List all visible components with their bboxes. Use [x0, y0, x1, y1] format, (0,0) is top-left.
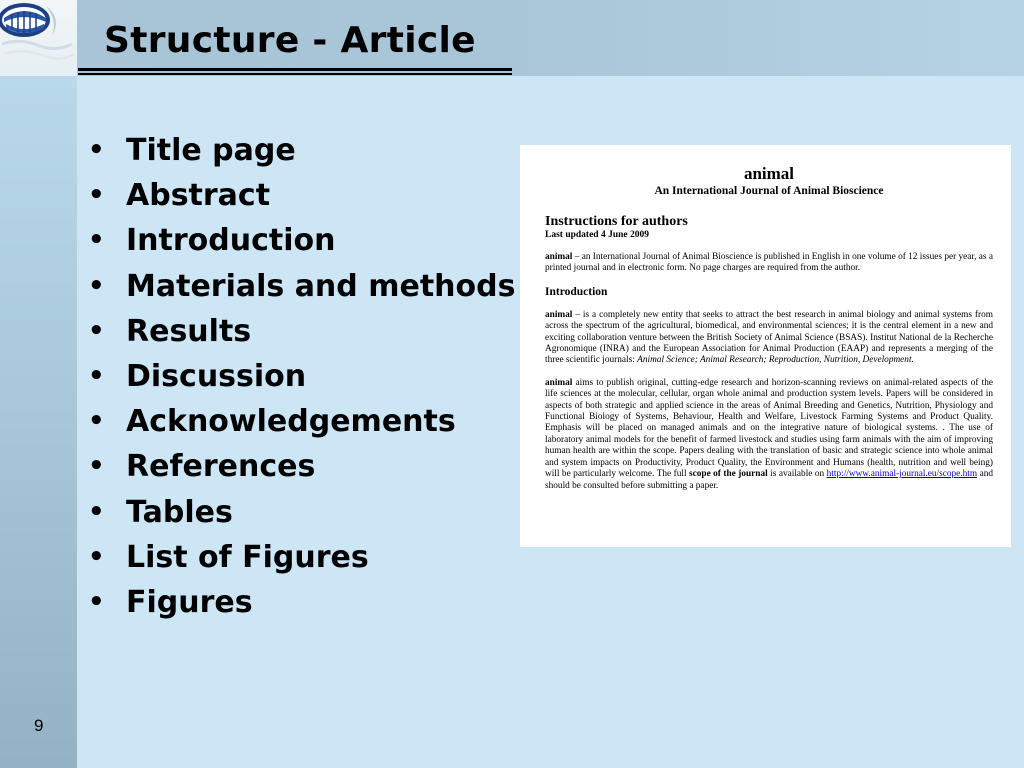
doc-paragraph: animal aims to publish original, cutting-edge research and horizon-scanning reviews on animal-related aspects of the life sciences at the molecular, cellular, organ whole animal and production system levels. Papers will be considered in aspects of both strategic and applied science in the areas of Animal Breeding and Genetics, Nutrition, Physiology and Functional Biology of Systems, Behaviour, Health and Welfare, Livestock Farming Systems and Product Quality. Emphasis will be placed on managed animals and on the integrative nature of biological systems. . The use of laboratory animal models for the benefit of farmed livestock and studies using farm animals with the aim of improving human health are within the scope. Papers dealing with the translation of basic and strategic science into whole animal and system impacts on Productivity, Product Quality, the Environment and Humans (health, nutrition and well being) will be particularly welcome. The full scope of the journal is available on http://www.animal-journal.eu/scope.htm and should be consulted before submitting a paper.: [545, 377, 994, 491]
bullet-icon: •: [88, 586, 105, 617]
bullet-icon: •: [88, 225, 105, 256]
list-item: • Discussion: [88, 354, 515, 399]
title-underline: [78, 68, 512, 71]
bullet-icon: •: [88, 315, 105, 346]
left-band: [0, 76, 77, 768]
slide-title: Structure - Article: [104, 20, 476, 61]
bullet-icon: •: [88, 270, 105, 301]
list-item: • Title page: [88, 128, 515, 173]
bullet-icon: •: [88, 541, 105, 572]
list-item: • Results: [88, 309, 515, 354]
doc-heading: Instructions for authors: [545, 214, 688, 229]
journal-name: animal: [743, 164, 795, 183]
title-underline-secondary: [78, 73, 512, 75]
bullet-icon: •: [88, 135, 105, 165]
list-item: • References: [88, 444, 515, 489]
doc-paragraph: animal – is a completely new entity that seeks to attract the best research in animal biology and animal systems from across the spectrum of the agricultural, biomedical, and environmental sciences; it is the central element in a new and exciting collaboration venture between the British Society of Animal Science (BSAS). Institut National de la Recherche Agronomique (INRA) and the European Association for Animal Production (EAAP) and represents a merging of the three scientific journals: Animal Science; Animal Research; Reproduction, Nutrition, Development.: [545, 309, 993, 366]
list-item: • Materials and methods: [88, 264, 515, 309]
bullet-icon: •: [88, 180, 105, 211]
bullet-icon: •: [88, 451, 105, 482]
list-item: • Abstract: [88, 173, 515, 218]
journal-subtitle: An International Journal of Animal Bioscience: [654, 185, 884, 197]
journal-header: [545, 165, 993, 198]
list-item: • Figures: [88, 580, 515, 625]
bullet-icon: •: [88, 360, 105, 391]
list-item: • Tables: [88, 490, 515, 535]
doc-updated-date: Last updated 4 June 2009: [545, 230, 649, 240]
doc-paragraph: animal – an International Journal of Animal Bioscience is published in English in one volume of 12 issues per year, as a printed journal and in electronic form. No page charges are required from the author.: [545, 252, 993, 274]
journal-instructions-excerpt: [520, 145, 1011, 547]
list-item: • Introduction: [88, 218, 515, 263]
scope-link[interactable]: http://www.animal-journal.eu/scope.htm: [826, 469, 978, 480]
page-number: 9: [34, 716, 44, 735]
doc-intro-heading: Introduction: [545, 285, 608, 298]
list-item: • Acknowledgements: [88, 399, 515, 444]
ship-logo-icon: [0, 0, 77, 72]
list-item: • List of Figures: [88, 535, 515, 580]
structure-list: [88, 128, 515, 625]
bullet-icon: •: [88, 406, 105, 437]
bullet-icon: •: [88, 496, 105, 527]
